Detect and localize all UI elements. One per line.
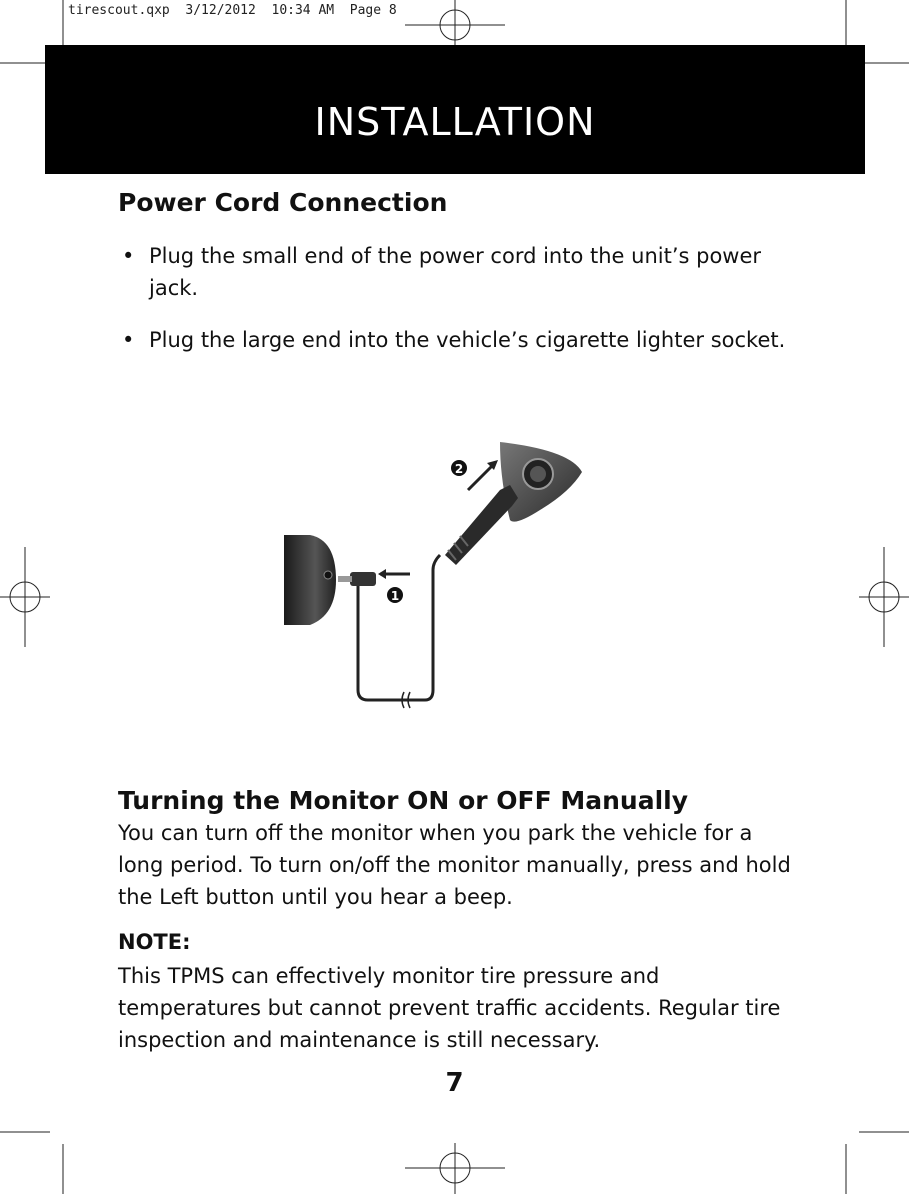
monitor-unit-image [284,535,336,625]
print-slug: tirescout.qxp 3/12/2012 10:34 AM Page 8 [68,3,397,18]
power-cord-steps [118,240,808,376]
arrow-icon [468,464,494,490]
step-2-label: 2 [454,462,464,476]
registration-mark-right [859,547,909,647]
banner-title: INSTALLATION [314,99,596,144]
list-item: • Plug the small end of the power cord into the unit’s power jack. [118,240,808,304]
registration-mark-bottom [405,1143,505,1194]
manual-toggle-heading: Turning the Monitor ON or OFF Manually [118,786,689,815]
power-cord-illustration [270,430,600,720]
power-cord-heading: Power Cord Connection [118,188,448,217]
small-plug-image [350,572,376,586]
lighter-plug-image [445,485,518,565]
registration-mark-left [0,547,50,647]
manual-toggle-body: You can turn off the monitor when you park the vehicle for a long period. To turn on/off the monitor manually, press and hold the Left button until you hear a beep. [118,821,791,909]
list-item: • Plug the large end into the vehicle’s cigarette lighter socket. [118,324,808,356]
note-body: This TPMS can effectively monitor tire pressure and temperatures but cannot prevent traffic accidents. Regular tire inspection and maintenance is still necessary. [118,964,781,1052]
note-label: NOTE: [118,930,191,954]
power-jack-icon [324,571,332,579]
section-banner [45,45,865,174]
step-1-label: 1 [390,589,400,603]
registration-mark-top [405,0,505,50]
page-number: 7 [445,1068,464,1098]
